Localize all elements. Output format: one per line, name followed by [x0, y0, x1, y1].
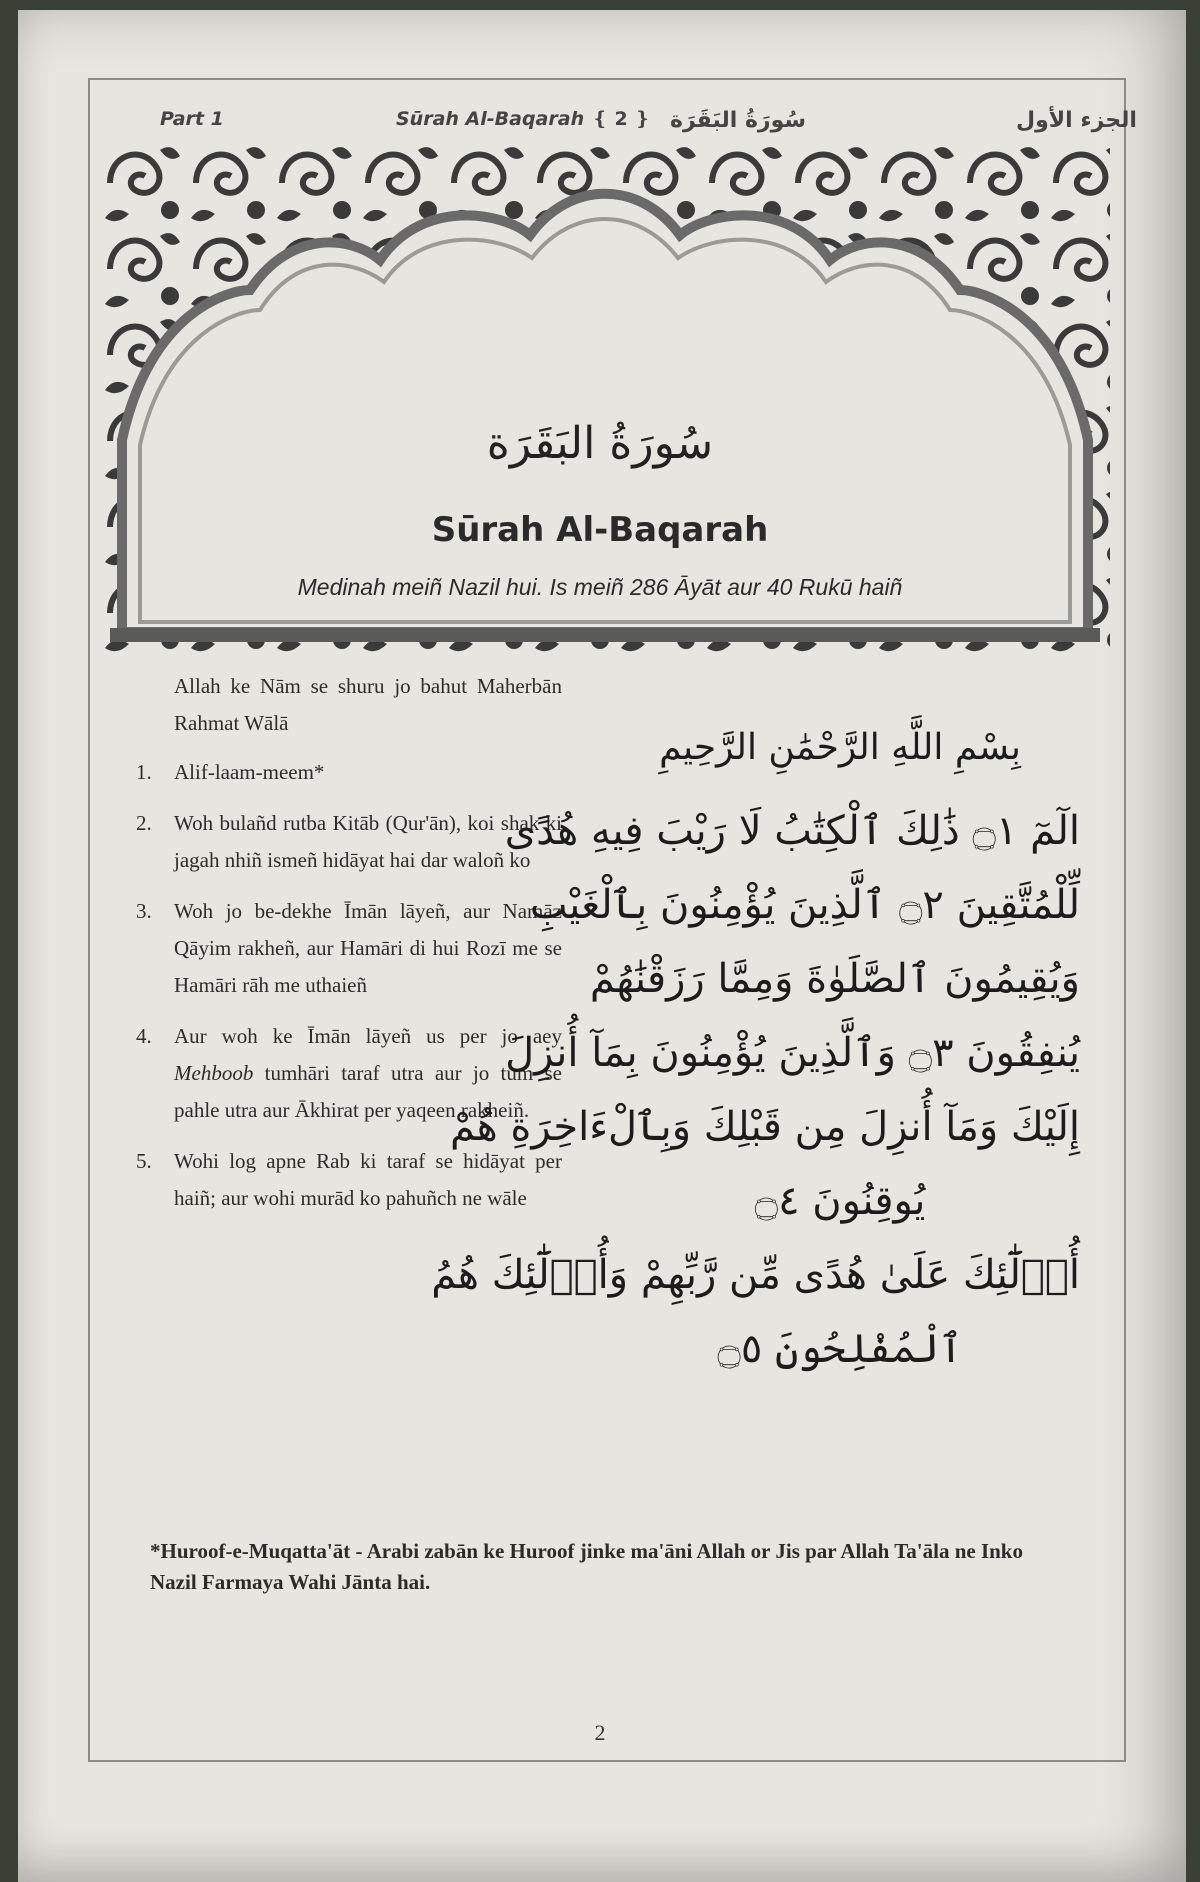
verse-number: 4. — [136, 1024, 152, 1048]
header-part: Part 1 — [160, 108, 224, 130]
header-page-marker: ❴ 2 ❵ — [592, 108, 651, 130]
bismillah-translation: Allah ke Nām se shuru jo bahut Maherbān Rahmat Wālā — [174, 674, 562, 735]
verse-translation — [136, 754, 562, 791]
verse-text: Wohi log apne Rab ki taraf se hidāyat per haiñ; aur wohi murād ko pahuñch ne wāle — [174, 1149, 562, 1210]
surah-title-arabic: سُورَةُ البَقَرَة — [486, 418, 714, 469]
verse-translation — [136, 805, 562, 879]
footnote: *Huroof-e-Muqatta'āt - Arabi zabān ke Huroof jinke ma'āni Allah or Jis par Allah Ta'āla ne Inko Nazil Farmaya Wahi Jānta hai. — [150, 1539, 1023, 1594]
arabic-line: وَيُقِيمُونَ ٱلصَّلَوٰةَ وَمِمَّا رَزَقْنَٰهُمْ — [589, 956, 1080, 1002]
arabic-column — [431, 712, 1080, 1386]
arabic-line: يُنفِقُونَ ۝٣ وَٱلَّذِينَ يُؤْمِنُونَ بِمَآ أُنزِلَ — [505, 1030, 1080, 1076]
surah-subtitle: Medinah meiñ Nazil hui. Is meiñ 286 Āyāt aur 40 Rukū haiñ — [297, 574, 903, 600]
header-surah-arabic: سُورَةُ البَقَرَة — [670, 108, 807, 133]
header-surah-name: Sūrah Al-Baqarah — [396, 108, 585, 130]
verse-text-part: tumhāri taraf utra aur jo tum se pahle utra aur Ākhirat per yaqeen rakheiñ. — [174, 1061, 562, 1122]
verse-text: Alif-laam-meem* — [174, 760, 325, 784]
verse-number: 3. — [136, 899, 152, 923]
verse-text-part: Aur woh ke Īmān lāyeñ us per jo aey — [174, 1024, 562, 1048]
arabic-line: لِّلْمُتَّقِينَ ۝٢ ٱلَّذِينَ يُؤْمِنُونَ بِٱلْغَيْبِ — [529, 882, 1080, 928]
verse-text: Woh bulañd rutba Kitāb (Qur'ān), koi shak ki jagah nhiñ ismeñ hidāyat hai dar waloñ ko — [174, 811, 562, 872]
verse-text-italic: Mehboob — [174, 1061, 254, 1085]
page-number: 2 — [594, 1720, 606, 1745]
verse-number: 1. — [136, 760, 152, 784]
verse-text: Woh jo be-dekhe Īmān lāyeñ, aur Namāz Qāyim rakheñ, aur Hamāri di hui Rozī me se Hamāri rāh me uthaieñ — [174, 899, 562, 997]
verse-number: 2. — [136, 811, 152, 835]
arabic-line: أُو۟لَٰٓئِكَ عَلَىٰ هُدًى مِّن رَّبِّهِمْ وَأُو۟لَٰٓئِكَ هُمُ — [431, 1252, 1080, 1298]
header-juz-arabic: الجزء الأول — [1016, 108, 1137, 133]
verse-number: 5. — [136, 1149, 152, 1173]
arabic-line: يُوقِنُونَ ۝٤ — [754, 1178, 926, 1224]
surah-title: Sūrah Al-Baqarah — [431, 510, 769, 550]
arch-base-bar — [110, 628, 1100, 642]
arabic-line: إِلَيْكَ وَمَآ أُنزِلَ مِن قَبْلِكَ وَبِٱلْءَاخِرَةِ هُمْ — [449, 1104, 1080, 1150]
verse-translation — [136, 893, 562, 1004]
arabic-line: الٓمٓ ۝١ ذَٰلِكَ ٱلْكِتَٰبُ لَا رَيْبَ فِيهِ هُدًى — [504, 808, 1080, 854]
bismillah-arabic: بِسْمِ اللَّهِ الرَّحْمَٰنِ الرَّحِيمِ — [659, 727, 1021, 768]
arabic-line: ٱلْمُفْلِحُونَ ۝٥ — [717, 1326, 963, 1372]
